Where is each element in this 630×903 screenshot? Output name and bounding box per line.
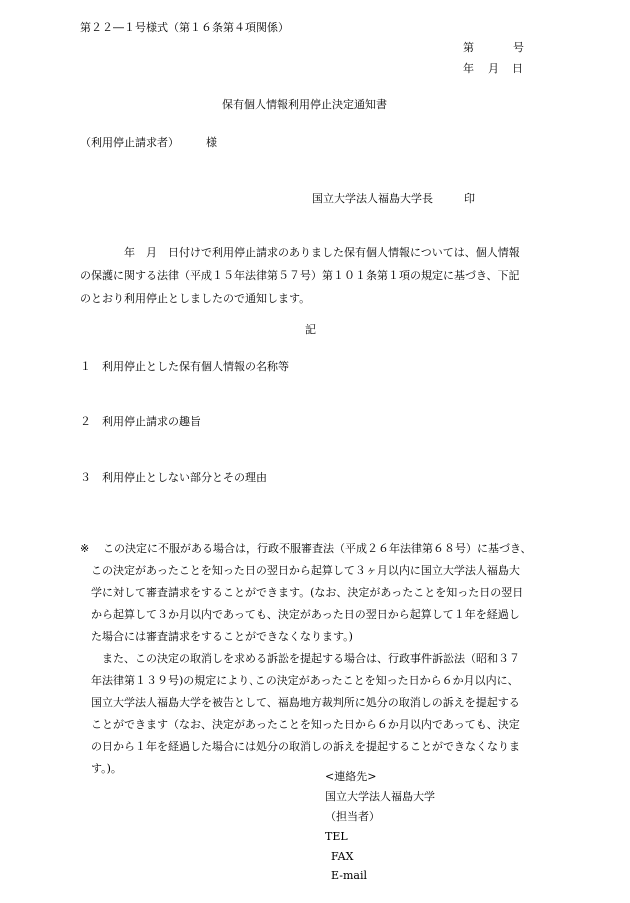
- note-line: 国立大学法人福島大学を被告として、福島地方裁判所に処分の取消しの訴えを提起する: [91, 696, 520, 709]
- item-1-label: 利用停止とした保有個人情報の名称等: [102, 360, 289, 373]
- body-line: の保護に関する法律（平成１５年法律第５７号）第１０１条第１項の規定に基づき、下記: [80, 269, 520, 282]
- note-mark: ※: [80, 542, 90, 555]
- sender-seal: 印: [464, 192, 475, 205]
- contact-person: （担当者）: [325, 810, 380, 823]
- sender-name: 国立大学法人福島大学長: [312, 192, 433, 205]
- form-number: 第２２―１号様式（第１６条第４項関係）: [80, 21, 289, 34]
- note-line: また、この決定の取消しを求める訴訟を提起する場合は、行政事件訴訟法（昭和３７: [91, 652, 520, 665]
- recipient-honorific: 様: [206, 136, 217, 149]
- document-title: 保有個人情報利用停止決定通知書: [222, 98, 387, 111]
- note-line: た場合には審査請求をすることができなくなります。): [91, 630, 353, 643]
- contact-organization: 国立大学法人福島大学: [325, 790, 435, 803]
- note-line: 学に対して審査請求をすることができます。(なお、決定があったことを知った日の翌日: [91, 586, 524, 599]
- item-3-number: ３: [80, 471, 91, 484]
- item-2-number: ２: [80, 415, 91, 428]
- date-month: 月: [488, 62, 499, 75]
- document-number-go: 号: [513, 41, 524, 54]
- contact-email: E-mail: [331, 869, 367, 882]
- body-line: のとおり利用停止としましたので通知します。: [80, 292, 311, 305]
- note-line: から起算して３か月以内であっても、決定があった日の翌日から起算して１年を経過し: [91, 608, 520, 621]
- date-day: 日: [512, 62, 523, 75]
- date-year: 年: [463, 62, 474, 75]
- body-line: 年 月 日付けで利用停止請求のありました保有個人情報については、個人情報: [80, 246, 520, 259]
- recipient-label: （利用停止請求者）: [80, 136, 179, 149]
- note-line: この決定に不服がある場合は，行政不服審査法（平成２６年法律第６８号）に基づき、: [103, 542, 532, 555]
- ki-heading: 記: [305, 323, 316, 336]
- document-number-dai: 第: [463, 41, 474, 54]
- body-paragraph: [80, 241, 550, 310]
- note-line: ことができます（なお、決定があったことを知った日から６か月以内であっても、決定: [91, 718, 520, 731]
- note-line: す。)。: [91, 762, 122, 775]
- item-3-label: 利用停止としない部分とその理由: [102, 471, 267, 484]
- note-paragraph: [91, 538, 551, 783]
- note-line: この決定があったことを知った日の翌日から起算して３ヶ月以内に国立大学法人福島大: [91, 564, 520, 577]
- contact-heading: <連絡先>: [325, 770, 377, 783]
- contact-tel: TEL: [325, 830, 348, 843]
- note-line: 年法律第１３９号)の規定により､この決定があったことを知った日から６か月以内に、: [91, 674, 519, 687]
- contact-fax: FAX: [331, 850, 354, 863]
- note-line: の日から１年を経過した場合には処分の取消しの訴えを提起することができなくなりま: [91, 740, 520, 753]
- item-2-label: 利用停止請求の趣旨: [102, 415, 201, 428]
- item-1-number: １: [80, 360, 91, 373]
